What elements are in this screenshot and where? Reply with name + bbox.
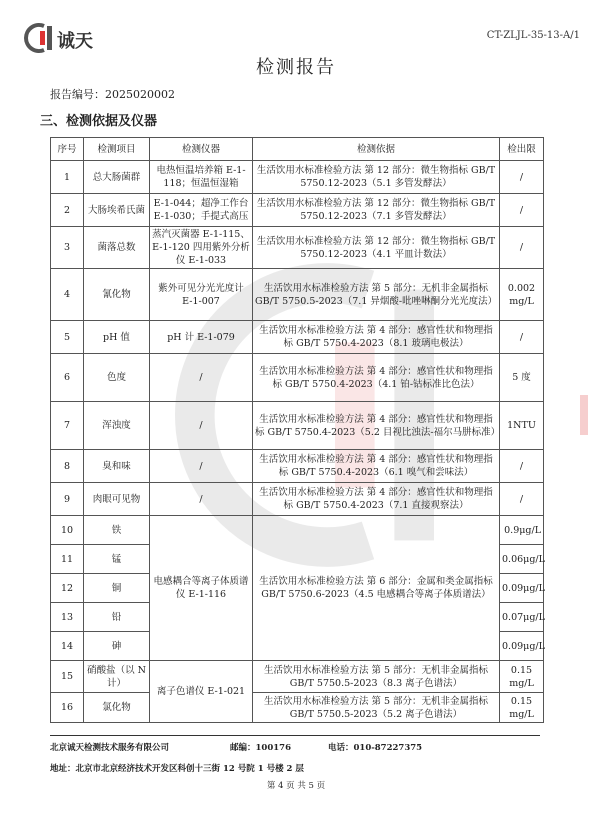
cell-item: 锰 (84, 545, 150, 574)
cell-basis: 生活饮用水标准检验方法 第 4 部分：感官性状和物理指标 GB/T 5750.4-2023（8.1 玻璃电极法） (253, 321, 500, 354)
cell-limit: 0.002 mg/L (500, 269, 544, 321)
cell-limit: 0.09μg/L (500, 632, 544, 661)
cell-item: 硝酸盐（以 N 计） (84, 661, 150, 693)
cell-no: 6 (51, 354, 84, 402)
cell-instrument: / (150, 450, 253, 483)
cell-instrument: / (150, 483, 253, 516)
cell-limit: / (500, 227, 544, 269)
cell-limit: 0.9μg/L (500, 516, 544, 545)
cell-instrument: 蒸汽灭菌器 E-1-115、E-1-120 四用紫外分析仪 E-1-033 (150, 227, 253, 269)
table-row (51, 269, 544, 321)
document-code: CT-ZLJL-35-13-A/1 (486, 30, 580, 41)
table-row (51, 354, 544, 402)
cell-basis: 生活饮用水标准检验方法 第 4 部分：感官性状和物理指标 GB/T 5750.4-2023（4.1 铂-钴标准比色法） (253, 354, 500, 402)
cell-limit: 0.15 mg/L (500, 693, 544, 723)
cell-limit: 1NTU (500, 402, 544, 450)
cell-no: 14 (51, 632, 84, 661)
cell-limit: 5 度 (500, 354, 544, 402)
cell-basis: 生活饮用水标准检验方法 第 12 部分：微生物指标 GB/T 5750.12-2023（7.1 多管发酵法） (253, 194, 500, 227)
table-row (51, 194, 544, 227)
cell-limit: 0.07μg/L (500, 603, 544, 632)
cell-limit: / (500, 161, 544, 194)
table-row (51, 516, 544, 545)
footer-postcode: 邮编：100176 (230, 743, 291, 753)
table-row (51, 321, 544, 354)
header-item: 检测项目 (84, 138, 150, 161)
cell-no: 16 (51, 693, 84, 723)
cell-no: 7 (51, 402, 84, 450)
report-number: 报告编号：2025020002 (50, 88, 175, 101)
cell-item: 铅 (84, 603, 150, 632)
cell-no: 1 (51, 161, 84, 194)
page-number: 第 4 页 共 5 页 (266, 781, 326, 791)
cell-limit: / (500, 194, 544, 227)
cell-no: 11 (51, 545, 84, 574)
cell-item: 臭和味 (84, 450, 150, 483)
cell-limit: / (500, 321, 544, 354)
cell-item: 大肠埃希氏菌 (84, 194, 150, 227)
footer-phone: 电话：010-87227375 (328, 743, 423, 753)
cell-item: 色度 (84, 354, 150, 402)
cell-no: 9 (51, 483, 84, 516)
logo-text: 诚天 (57, 31, 93, 52)
table-row (51, 661, 544, 693)
cell-item: 总大肠菌群 (84, 161, 150, 194)
page-title: 检测报告 (256, 57, 336, 78)
cell-instrument: / (150, 354, 253, 402)
section-heading: 三、检测依据及仪器 (40, 114, 158, 129)
table-row (51, 483, 544, 516)
footer-company: 北京诚天检测技术服务有限公司 (50, 743, 170, 753)
cell-instrument: 电感耦合等离子体质谱仪 E-1-116 (150, 516, 253, 661)
table-row (51, 402, 544, 450)
cell-basis: 生活饮用水标准检验方法 第 5 部分：无机非金属指标 GB/T 5750.5-2023（5.2 离子色谱法） (253, 693, 500, 723)
cell-item: 氯化物 (84, 693, 150, 723)
cell-no: 5 (51, 321, 84, 354)
cell-no: 3 (51, 227, 84, 269)
cell-limit: / (500, 483, 544, 516)
cell-no: 2 (51, 194, 84, 227)
cell-no: 15 (51, 661, 84, 693)
cell-instrument: 电热恒温培养箱 E-1-118；恒温恒湿箱 (150, 161, 253, 194)
cell-no: 12 (51, 574, 84, 603)
cell-no: 8 (51, 450, 84, 483)
cell-item: pH 值 (84, 321, 150, 354)
table-row (51, 693, 544, 723)
cell-limit: 0.06μg/L (500, 545, 544, 574)
cell-instrument: pH 计 E-1-079 (150, 321, 253, 354)
cell-item: 肉眼可见物 (84, 483, 150, 516)
methods-table (50, 137, 544, 723)
cell-item: 菌落总数 (84, 227, 150, 269)
cell-basis: 生活饮用水标准检验方法 第 5 部分：无机非金属指标 GB/T 5750.5-2023（7.1 异烟酸-吡唑啉酮分光光度法） (253, 269, 500, 321)
cell-limit: 0.15 mg/L (500, 661, 544, 693)
header-basis: 检测依据 (253, 138, 500, 161)
stamp-edge-mark (580, 395, 588, 435)
cell-item: 砷 (84, 632, 150, 661)
cell-no: 10 (51, 516, 84, 545)
table-row (51, 227, 544, 269)
cell-basis: 生活饮用水标准检验方法 第 12 部分：微生物指标 GB/T 5750.12-2023（5.1 多管发酵法） (253, 161, 500, 194)
footer-divider (50, 735, 540, 736)
cell-item: 铁 (84, 516, 150, 545)
header-limit: 检出限 (500, 138, 544, 161)
cell-no: 4 (51, 269, 84, 321)
cell-instrument: 紫外可见分光光度计 E-1-007 (150, 269, 253, 321)
header-no: 序号 (51, 138, 84, 161)
table-row (51, 161, 544, 194)
cell-basis: 生活饮用水标准检验方法 第 4 部分：感官性状和物理指标 GB/T 5750.4-2023（5.2 目视比浊法-福尔马肼标准） (253, 402, 500, 450)
cell-item: 浑浊度 (84, 402, 150, 450)
table-header-row (51, 138, 544, 161)
cell-instrument: E-1-044；超净工作台 E-1-030；手提式高压 (150, 194, 253, 227)
table-row (51, 450, 544, 483)
cell-basis: 生活饮用水标准检验方法 第 4 部分：感官性状和物理指标 GB/T 5750.4-2023（6.1 嗅气和尝味法） (253, 450, 500, 483)
footer-address: 地址：北京市北京经济技术开发区科创十三街 12 号院 1 号楼 2 层 (50, 764, 304, 774)
cell-item: 铜 (84, 574, 150, 603)
cell-no: 13 (51, 603, 84, 632)
cell-basis: 生活饮用水标准检验方法 第 12 部分：微生物指标 GB/T 5750.12-2023（4.1 平皿计数法） (253, 227, 500, 269)
cell-item: 氰化物 (84, 269, 150, 321)
cell-limit: / (500, 450, 544, 483)
cell-basis: 生活饮用水标准检验方法 第 5 部分：无机非金属指标 GB/T 5750.5-2023（8.3 离子色谱法） (253, 661, 500, 693)
cell-instrument: 离子色谱仪 E-1-021 (150, 661, 253, 723)
header-instrument: 检测仪器 (150, 138, 253, 161)
cell-limit: 0.09μg/L (500, 574, 544, 603)
cell-basis: 生活饮用水标准检验方法 第 4 部分：感官性状和物理指标 GB/T 5750.4-2023（7.1 直接观察法） (253, 483, 500, 516)
cell-instrument: / (150, 402, 253, 450)
cell-basis: 生活饮用水标准检验方法 第 6 部分：金属和类金属指标 GB/T 5750.6-2023（4.5 电感耦合等离子体质谱法） (253, 516, 500, 661)
